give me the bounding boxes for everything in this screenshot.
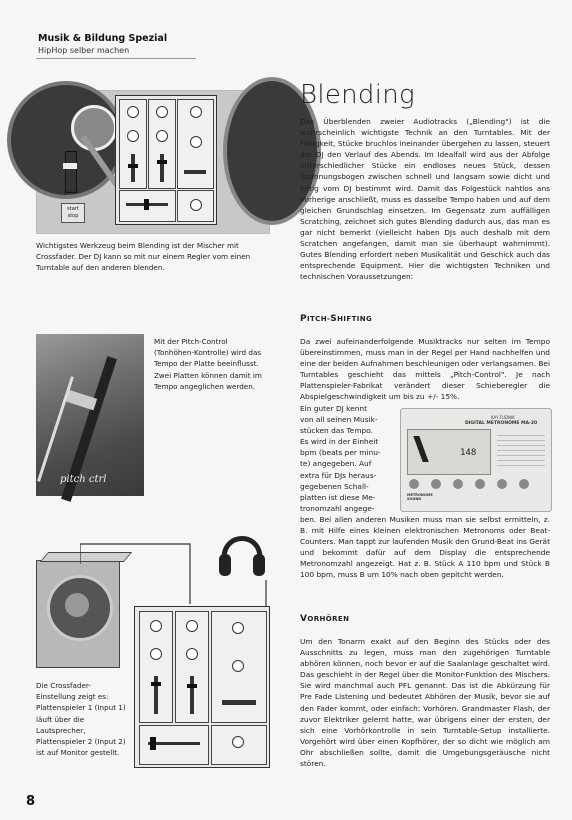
metronome-brand: KAY FUDNIK xyxy=(491,415,515,420)
crossfader-mixer-diagram xyxy=(134,606,270,768)
mixer-crossfader xyxy=(119,190,176,222)
mixer-channel2-eq xyxy=(148,99,176,189)
mixer-channel1-eq xyxy=(119,99,147,189)
metronome-photo xyxy=(400,408,552,512)
vorhoeren-paragraph: Um den Tonarm exakt auf den Beginn des Stücks oder des Ausschnitts zu legen, muss man den zugehörigen Turntable abhören können, noch bevor er auf die Saalanlage geschaltet wird. Das geschieht in der Regel über die Monitor-Funktion des Mischers. Sie wird manchmal auch PFL genannt. Das ist die Abkürzung für Pre Fade Listening und bedeutet Abhören der Musik, bevor sie auf den Fader kommt, oder einfach: Vorhören. Grandmaster Flash, der zuvor Elektriker gelernt hatte, war übrigens einer der ersten, der sich eine Vorhörkontrolle in sein Turntable-Setup installierte. Vorgehört wird über einen Kopfhörer, der so dicht wie möglich am Ohr abschließen sollte, damit die Umgebungsgeräusche nicht stören. xyxy=(300,637,550,769)
pitch-shifting-paragraph-3: ben. Bei allen anderen Musiken muss man sie selbst ermitteln, z. B. mit Hilfe eines kleinen elektronischen Metronoms oder Beat-Counters. Man tappt zur laufenden Musik den Grund-Beat ins Gerät und bekommt dafür auf dem Display die entsprechende Metronomzahl angezeigt. Hat z. B. Stück A 110 bpm und Stück B 100 bpm, muss B um 10% nach oben gepitcht werden. xyxy=(300,515,550,580)
metronome-button-5 xyxy=(497,479,507,489)
pitch-shifting-paragraph-2: Ein guter DJ kennt von all seinen Musik- stücken das Tempo. Es wird in der Einheit bpm (beats per minu- te) angegeben. Auf extra für DJs heraus- gegebenen Schall- platten ist diese Me- tronomzahl angege- xyxy=(300,404,381,513)
channel2-strip xyxy=(175,611,209,723)
running-header-subtitle: HipHop selber machen xyxy=(38,46,130,55)
metronome-button-label: METRONOME SOUND xyxy=(407,493,433,501)
level-phones-section xyxy=(211,611,267,723)
mixer-diagram xyxy=(115,95,217,225)
metronome-button-6 xyxy=(519,479,529,489)
intro-paragraph: Das Überblenden zweier Audiotracks („Blending") ist die wahrscheinlich wichtigste Technik an den Turntables. Mit der Fähigkeit, Stücke bruchlos ineinander übergehen zu lassen, steuert der DJ den Verlauf des Abends. Im Idealfall wird aus der Abfolge unterschiedlicher Stücke ein endloses neues Stück, dessen Spannungsbogen zwischen schnell und langsam sowie dicht und luftig vom DJ bestimmt wird. Damit das Folgestück nahtlos ans Vorherige anschließt, muss es dasselbe Tempo haben und auf dem gleichen Grundschlag einsetzen. Im Gegensatz zum auffälligen Scratching, zeichnet sich gutes Blending dadurch aus, das man es gar nicht bemerkt (vielleicht haben DJs auch deshalb mit dem Scratchen angefangen, damit man sie überhaupt wahrnimmt). Gutes Blending erfordert neben Musikalität und Geschick auch das entsprechende Equipment. Hier die wichtigsten Techniken und technischen Voraussetzungen: xyxy=(300,117,550,282)
metronome-model: DIGITAL METRONOME MA-20 xyxy=(465,421,538,426)
pitch-shifting-paragraph-1: Da zwei aufeinanderfolgende Musiktracks nur selten im Tempo übereinstimmen, muss man in der Regel per Hand nachhelfen und eine der beiden Aufnahmen beschleunigen oder verlangsamen. Bei Turntables geschieht das mittels „Pitch-Control". Je nach Plattenspieler-Fabrikat verändert dieser Schieberegler die Abspielgeschwindigkeit um bis zu +/- 15%. xyxy=(300,337,550,402)
master-volume-section xyxy=(211,725,267,765)
tonearm xyxy=(71,105,117,151)
caption-mixer: Wichtigstes Werkzeug beim Blending ist der Mischer mit Crossfader. Der DJ kann so mit nur einem Regler vom einen Turntable auf den anderen blenden. xyxy=(36,241,251,273)
metronome-button-3 xyxy=(453,479,463,489)
pitch-ctrl-photo-label: pitch ctrl xyxy=(60,474,107,485)
pitch-control-photo xyxy=(36,334,144,496)
start-stop-button: start stop xyxy=(61,203,85,223)
mixer-level-section xyxy=(177,99,214,189)
pitch-label: pitch xyxy=(64,189,79,196)
section-heading-pitch-shifting: PITCH-SHIFTING xyxy=(300,314,373,324)
running-header-title: Musik & Bildung Spezial xyxy=(38,33,168,44)
caption-pitch-control: Mit der Pitch-Control (Tonhöhen-Kontrolle) wird das Tempo der Platte beeinflusst. Zwei Platten können damit im Tempo angeglichen werden. xyxy=(154,337,262,391)
metronome-button-1 xyxy=(409,479,419,489)
pitch-slider-cap xyxy=(63,163,77,169)
page-number: 8 xyxy=(26,794,36,809)
turntable-mixer-illustration xyxy=(36,90,270,234)
metronome-display: 148 xyxy=(407,429,491,475)
metronome-button-4 xyxy=(475,479,485,489)
header-rule xyxy=(36,58,196,59)
page-title: Blending xyxy=(300,80,415,110)
metronome-button-2 xyxy=(431,479,441,489)
mixer-master xyxy=(177,190,214,222)
channel1-strip xyxy=(139,611,173,723)
crossfader-section xyxy=(139,725,209,765)
section-heading-vorhoeren: VORHÖREN xyxy=(300,614,350,624)
caption-crossfader: Die Crossfader-Einstellung zeigt es: Plattenspieler 1 (Input 1) läuft über die Lautsprecher, Plattenspieler 2 (Input 2) ist auf Monitor gestellt. xyxy=(36,681,126,758)
